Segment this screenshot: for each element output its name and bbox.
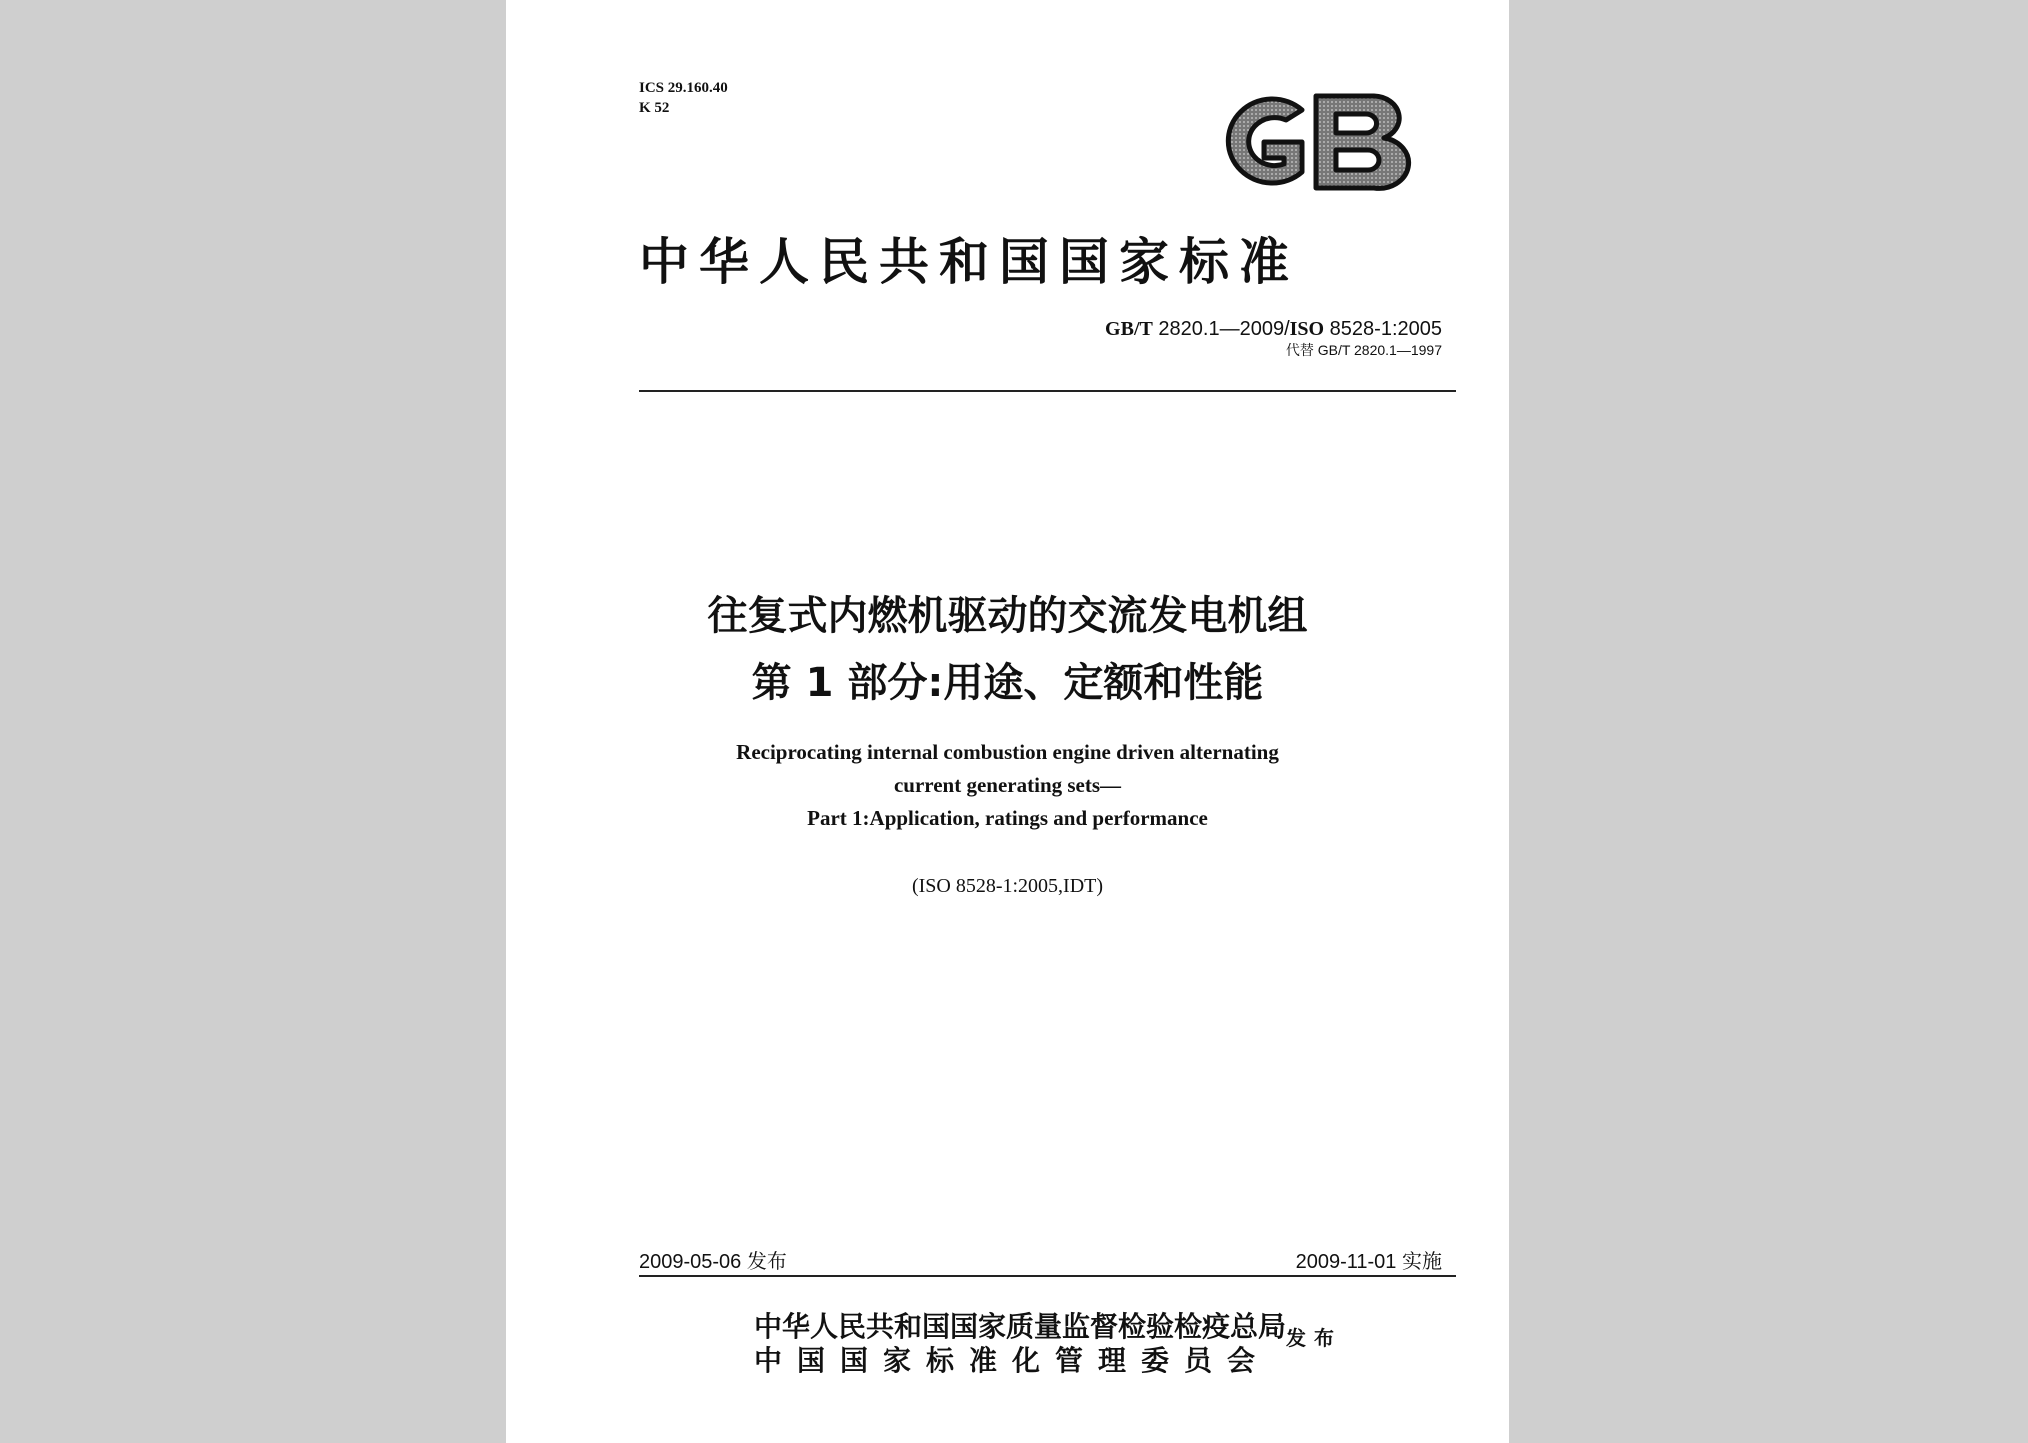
- ics-code: ICS 29.160.40: [639, 80, 728, 96]
- standard-main-number: 2820.1—2009/: [1158, 318, 1290, 340]
- english-title-line-1: Reciprocating internal combustion engine driven alternating: [736, 740, 1279, 764]
- ccs-code: K 52: [639, 100, 670, 116]
- implementation-date: 2009-11-01 实施: [1295, 1251, 1442, 1273]
- iso-reference: 8528-1:2005: [1329, 318, 1442, 340]
- iso-prefix: ISO: [1289, 318, 1325, 340]
- iso-equivalence: (ISO 8528-1:2005,IDT): [911, 875, 1104, 897]
- top-divider: [639, 390, 1456, 392]
- standard-number: [1105, 318, 1442, 341]
- chinese-title-line-2: 第 1 部分:用途、定额和性能: [751, 660, 1264, 706]
- gb-logo: [1206, 88, 1416, 196]
- chinese-title-line-1: 往复式内燃机驱动的交流发电机组: [707, 593, 1308, 639]
- replaces-standard: 代替 GB/T 2820.1—1997: [1285, 342, 1442, 358]
- issue-date: 2009-05-06 发布: [639, 1251, 787, 1273]
- national-standard-heading: 中华人民共和国国家标准: [639, 232, 1299, 291]
- english-title-line-3: Part 1:Application, ratings and performance: [807, 806, 1208, 830]
- publisher-org-2: 中国国家标准化管理委员会: [754, 1344, 1271, 1377]
- document-page: [506, 0, 1509, 1443]
- classification-codes: [639, 78, 728, 118]
- publish-label: 发布: [1286, 1326, 1342, 1350]
- publisher-org-1: 中华人民共和国国家质量监督检验检疫总局: [754, 1310, 1287, 1343]
- standard-prefix: GB/T: [1105, 318, 1153, 340]
- english-title-line-2: current generating sets—: [893, 773, 1122, 797]
- bottom-divider: [639, 1275, 1456, 1277]
